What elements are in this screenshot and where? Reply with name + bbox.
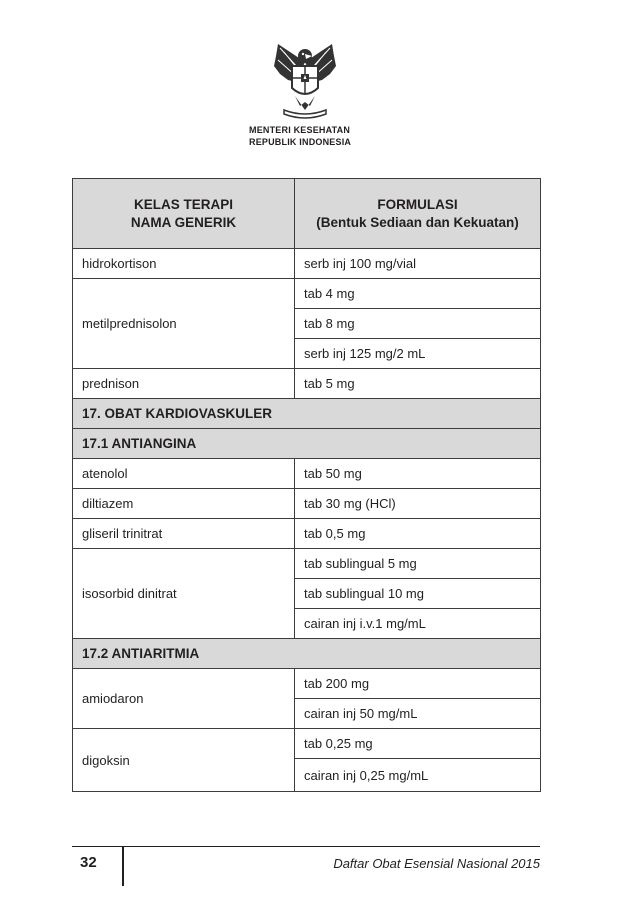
table-row <box>73 459 541 489</box>
formulation: cairan inj 50 mg/mL <box>295 699 541 729</box>
ministry-line-2: REPUBLIK INDONESIA <box>249 137 352 147</box>
generic-name: prednison <box>73 369 295 399</box>
formulation: cairan inj 0,25 mg/mL <box>295 759 541 792</box>
generic-name: diltiazem <box>73 489 295 519</box>
generic-name: gliseril trinitrat <box>73 519 295 549</box>
header-col2-line2: (Bentuk Sediaan dan Kekuatan) <box>316 214 519 230</box>
formulation: tab 200 mg <box>295 669 541 699</box>
ministry-line-1: MENTERI KESEHATAN <box>249 125 351 135</box>
subsection-heading: 17.1 ANTIANGINA <box>73 429 541 459</box>
formulation: tab 8 mg <box>295 309 541 339</box>
header-formulation <box>295 179 541 249</box>
formulation: tab 0,25 mg <box>295 729 541 759</box>
header-col1-line1: KELAS TERAPI <box>133 196 233 212</box>
table-row <box>73 519 541 549</box>
formulation: tab 0,5 mg <box>295 519 541 549</box>
section-heading: 17. OBAT KARDIOVASKULER <box>73 399 541 429</box>
header-col2-line1: FORMULASI <box>377 196 458 212</box>
subsection-heading: 17.2 ANTIARITMIA <box>73 639 541 669</box>
generic-name: hidrokortison <box>73 249 295 279</box>
section-row <box>73 399 541 429</box>
generic-name: digoksin <box>73 729 295 792</box>
table-row <box>73 549 541 579</box>
section-row <box>73 429 541 459</box>
formulation: tab 4 mg <box>295 279 541 309</box>
footer-divider <box>72 846 540 847</box>
generic-name: isosorbid dinitrat <box>73 549 295 639</box>
formulation: cairan inj i.v.1 mg/mL <box>295 609 541 639</box>
table-row <box>73 279 541 309</box>
formulation: tab 50 mg <box>295 459 541 489</box>
page-number: 32 <box>80 854 97 871</box>
footer-vertical-divider <box>122 846 124 886</box>
formulation: serb inj 125 mg/2 mL <box>295 339 541 369</box>
generic-name: metilprednisolon <box>73 279 295 369</box>
drug-table <box>72 178 541 792</box>
table-row <box>73 369 541 399</box>
formulation: tab sublingual 10 mg <box>295 579 541 609</box>
section-row <box>73 639 541 669</box>
footer-title: Daftar Obat Esensial Nasional 2015 <box>333 856 540 871</box>
formulation: tab 5 mg <box>295 369 541 399</box>
formulation: serb inj 100 mg/vial <box>295 249 541 279</box>
table-row <box>73 249 541 279</box>
formulation: tab 30 mg (HCl) <box>295 489 541 519</box>
table-row <box>73 489 541 519</box>
formulation: tab sublingual 5 mg <box>295 549 541 579</box>
header-therapy-class <box>73 179 295 249</box>
table-row <box>73 669 541 699</box>
table-header-row <box>73 179 541 249</box>
generic-name: amiodaron <box>73 669 295 729</box>
generic-name: atenolol <box>73 459 295 489</box>
garuda-emblem-icon <box>270 40 340 120</box>
header-col1-line2: NAMA GENERIK <box>130 214 237 230</box>
ministry-title <box>249 124 351 148</box>
table-row <box>73 729 541 759</box>
